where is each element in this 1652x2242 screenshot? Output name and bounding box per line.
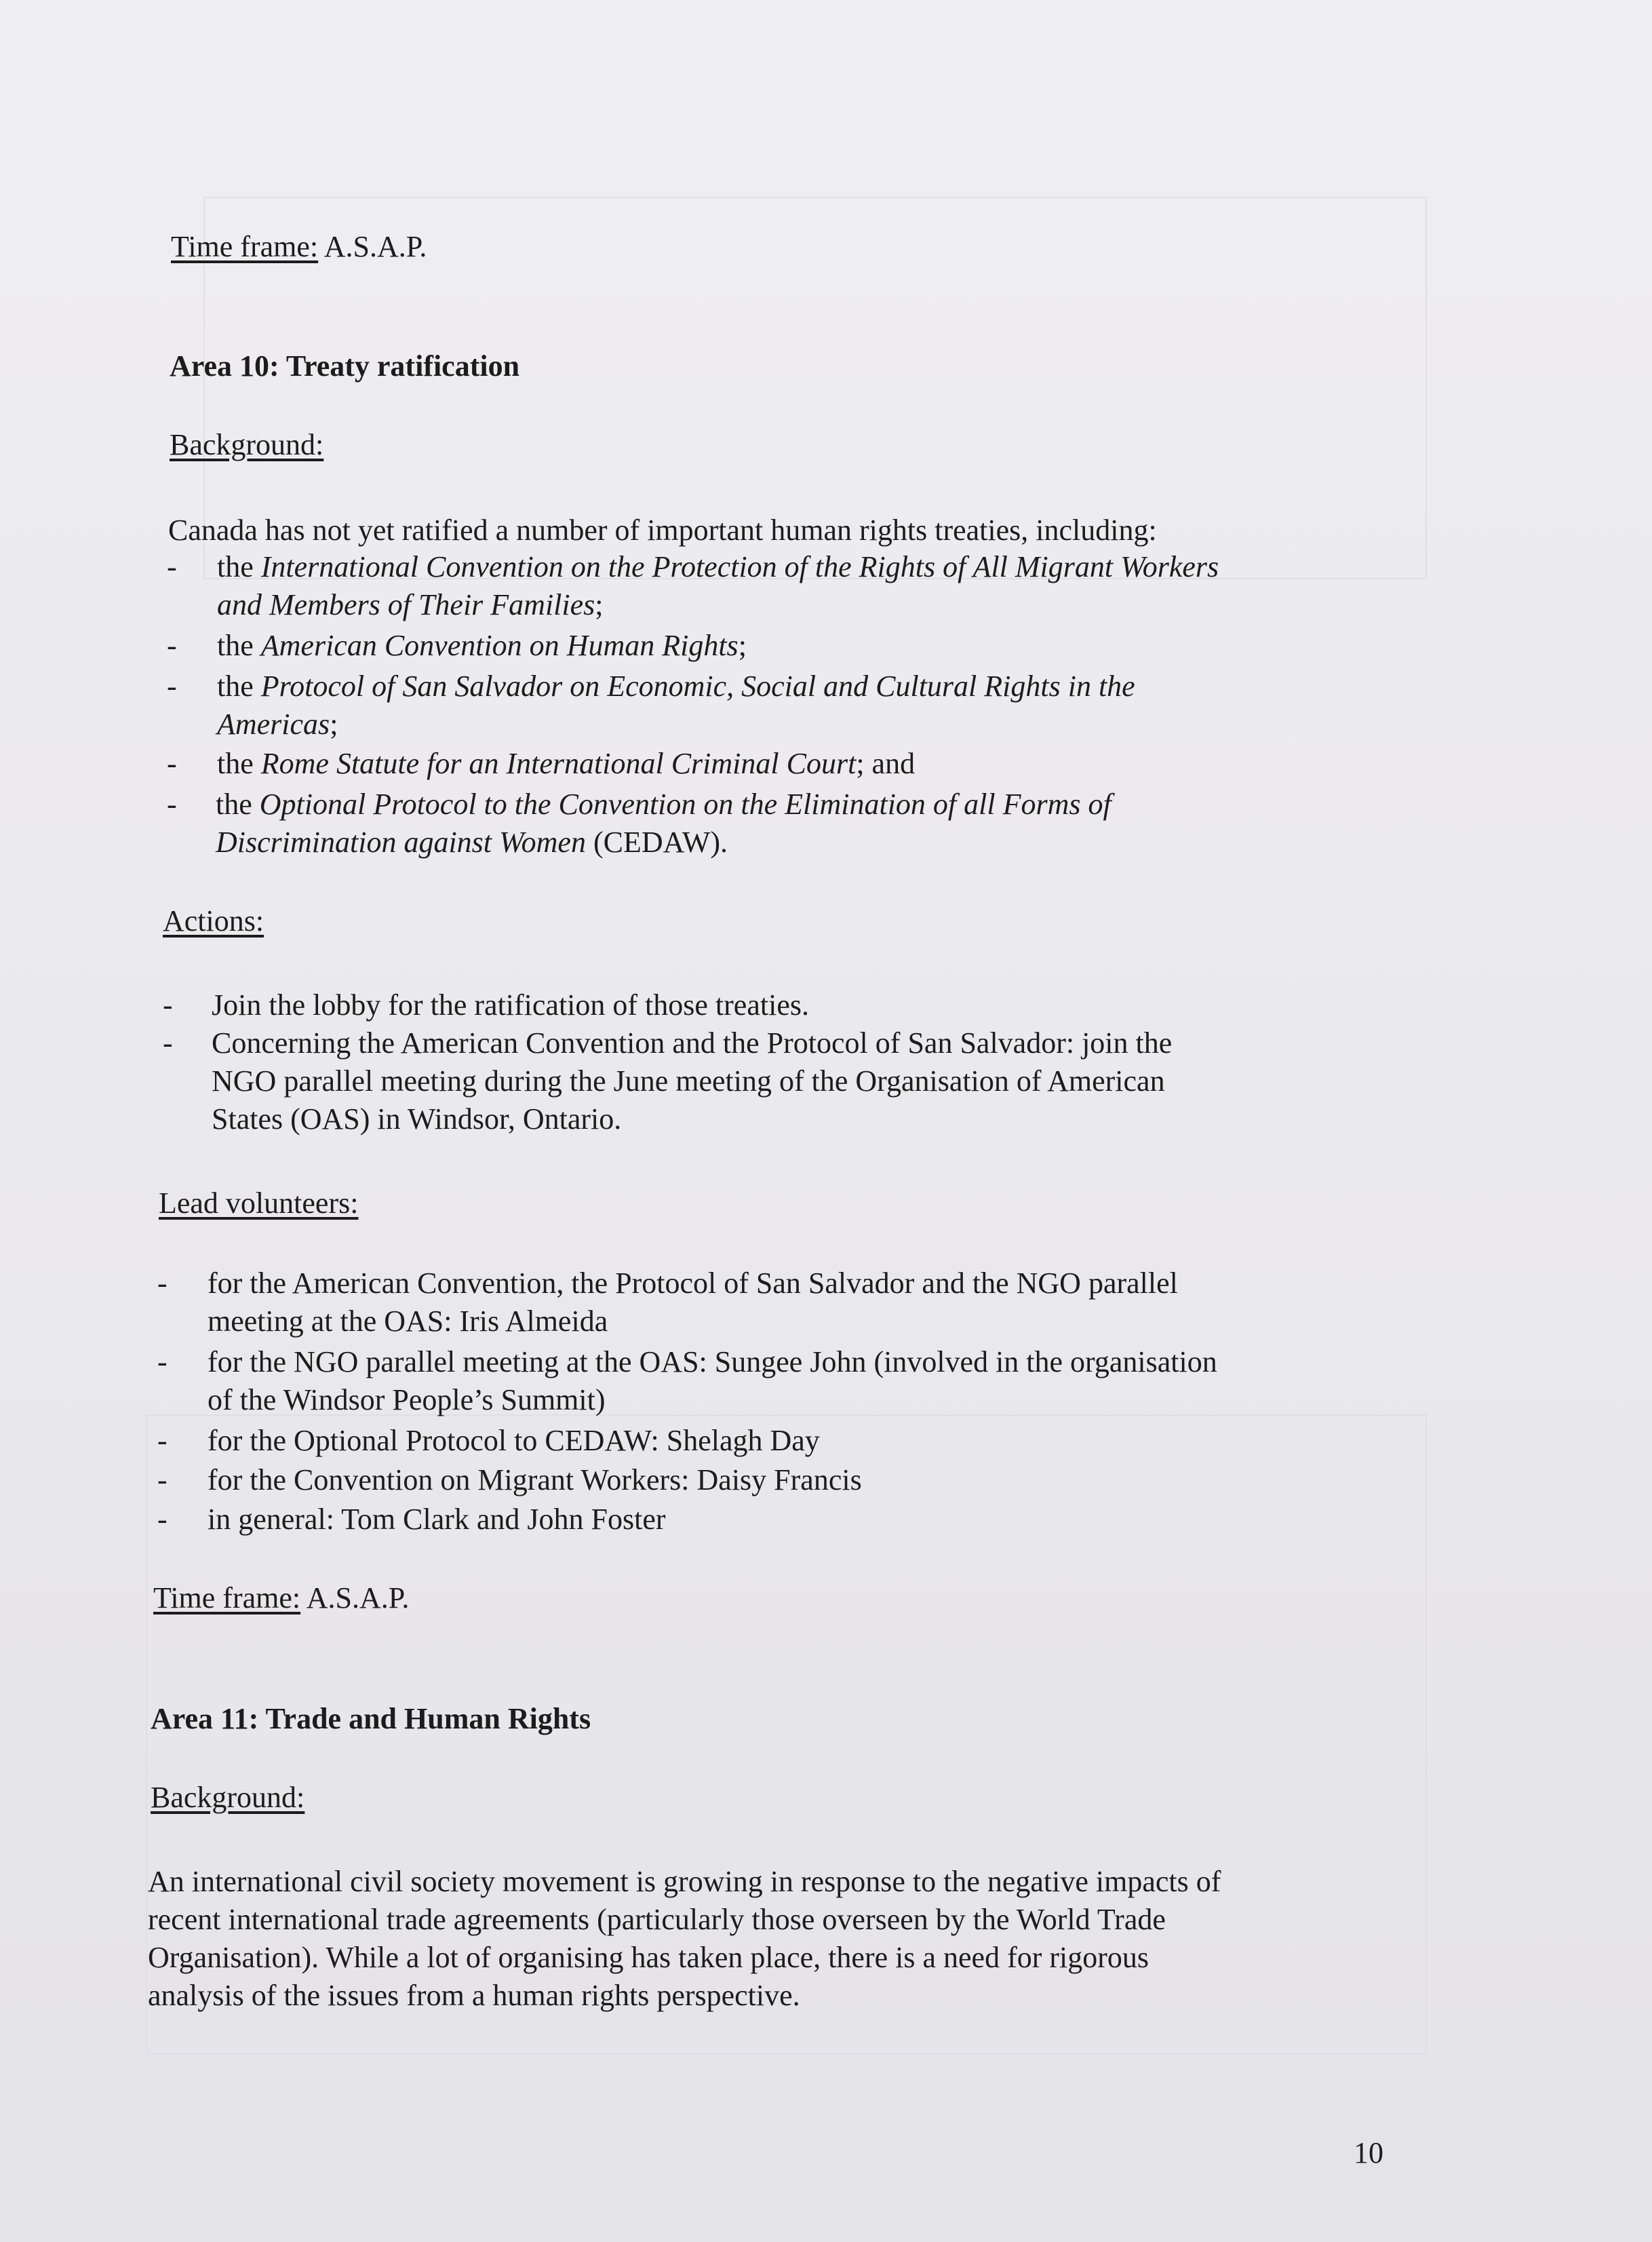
area10-background-label: Background: (170, 428, 324, 461)
list-dash: - (163, 988, 173, 1022)
timeframe-value: A.S.A.P. (306, 1581, 410, 1615)
paragraph-line: Organisation). While a lot of organising has taken place, there is a need for rigorous (148, 1941, 1149, 1974)
paragraph-line: An international civil society movement is growing in response to the negative impacts of (148, 1865, 1221, 1898)
treaty-item: the American Convention on Human Rights; (217, 629, 747, 662)
timeframe-line-2 (153, 1581, 409, 1616)
lead-item: for the Convention on Migrant Workers: Daisy Francis (208, 1463, 862, 1496)
list-dash: - (157, 1267, 168, 1300)
treaty-item: the International Convention on the Protection of the Rights of All Migrant Workers (217, 550, 1219, 583)
timeframe-label: Time frame: (153, 1581, 301, 1615)
list-dash: - (167, 788, 177, 821)
treaty-item: the Optional Protocol to the Convention on the Elimination of all Forms of (216, 788, 1112, 821)
paragraph-line: analysis of the issues from a human rights perspective. (148, 1979, 800, 2012)
area11-background-label: Background: (151, 1781, 305, 1814)
list-dash: - (157, 1463, 168, 1496)
list-dash: - (167, 629, 177, 662)
treaty-item-cont: and Members of Their Families; (217, 588, 604, 621)
timeframe-value: A.S.A.P. (323, 230, 427, 263)
treaty-item-cont: Discrimination against Women (CEDAW). (216, 826, 728, 859)
timeframe-label: Time frame: (171, 230, 319, 263)
list-dash: - (163, 1026, 173, 1060)
action-item-cont: NGO parallel meeting during the June meeting of the Organisation of American (212, 1064, 1165, 1098)
lead-volunteers-label: Lead volunteers: (159, 1186, 359, 1220)
timeframe-line (171, 229, 427, 265)
treaty-item-cont: Americas; (217, 708, 338, 741)
paragraph-line: recent international trade agreements (particularly those overseen by the World Trade (148, 1903, 1166, 1936)
lead-item: in general: Tom Clark and John Foster (208, 1503, 666, 1536)
treaty-item: the Rome Statute for an International Criminal Court; and (217, 747, 916, 780)
lead-item-cont: of the Windsor People’s Summit) (208, 1383, 606, 1416)
lead-item-cont: meeting at the OAS: Iris Almeida (208, 1304, 608, 1338)
lead-item: for the NGO parallel meeting at the OAS: Sungee John (involved in the organisation (208, 1345, 1217, 1378)
list-dash: - (167, 747, 177, 780)
lead-item: for the Optional Protocol to CEDAW: Shelagh Day (208, 1424, 820, 1457)
action-item: Join the lobby for the ratification of those treaties. (212, 988, 809, 1022)
action-item-cont: States (OAS) in Windsor, Ontario. (212, 1102, 622, 1136)
area11-heading: Area 11: Trade and Human Rights (151, 1702, 591, 1735)
list-dash: - (157, 1424, 168, 1457)
actions-label: Actions: (163, 904, 264, 938)
action-item: Concerning the American Convention and the Protocol of San Salvador: join the (212, 1026, 1173, 1060)
list-dash: - (157, 1503, 168, 1536)
treaty-item: the Protocol of San Salvador on Economic, Social and Cultural Rights in the (217, 670, 1135, 703)
area10-intro: Canada has not yet ratified a number of important human rights treaties, including: (168, 514, 1157, 547)
list-dash: - (167, 670, 177, 703)
page-number: 10 (1354, 2136, 1383, 2169)
lead-item: for the American Convention, the Protocol of San Salvador and the NGO parallel (208, 1267, 1178, 1300)
list-dash: - (157, 1345, 168, 1378)
area10-heading: Area 10: Treaty ratification (170, 349, 520, 383)
list-dash: - (167, 550, 177, 583)
